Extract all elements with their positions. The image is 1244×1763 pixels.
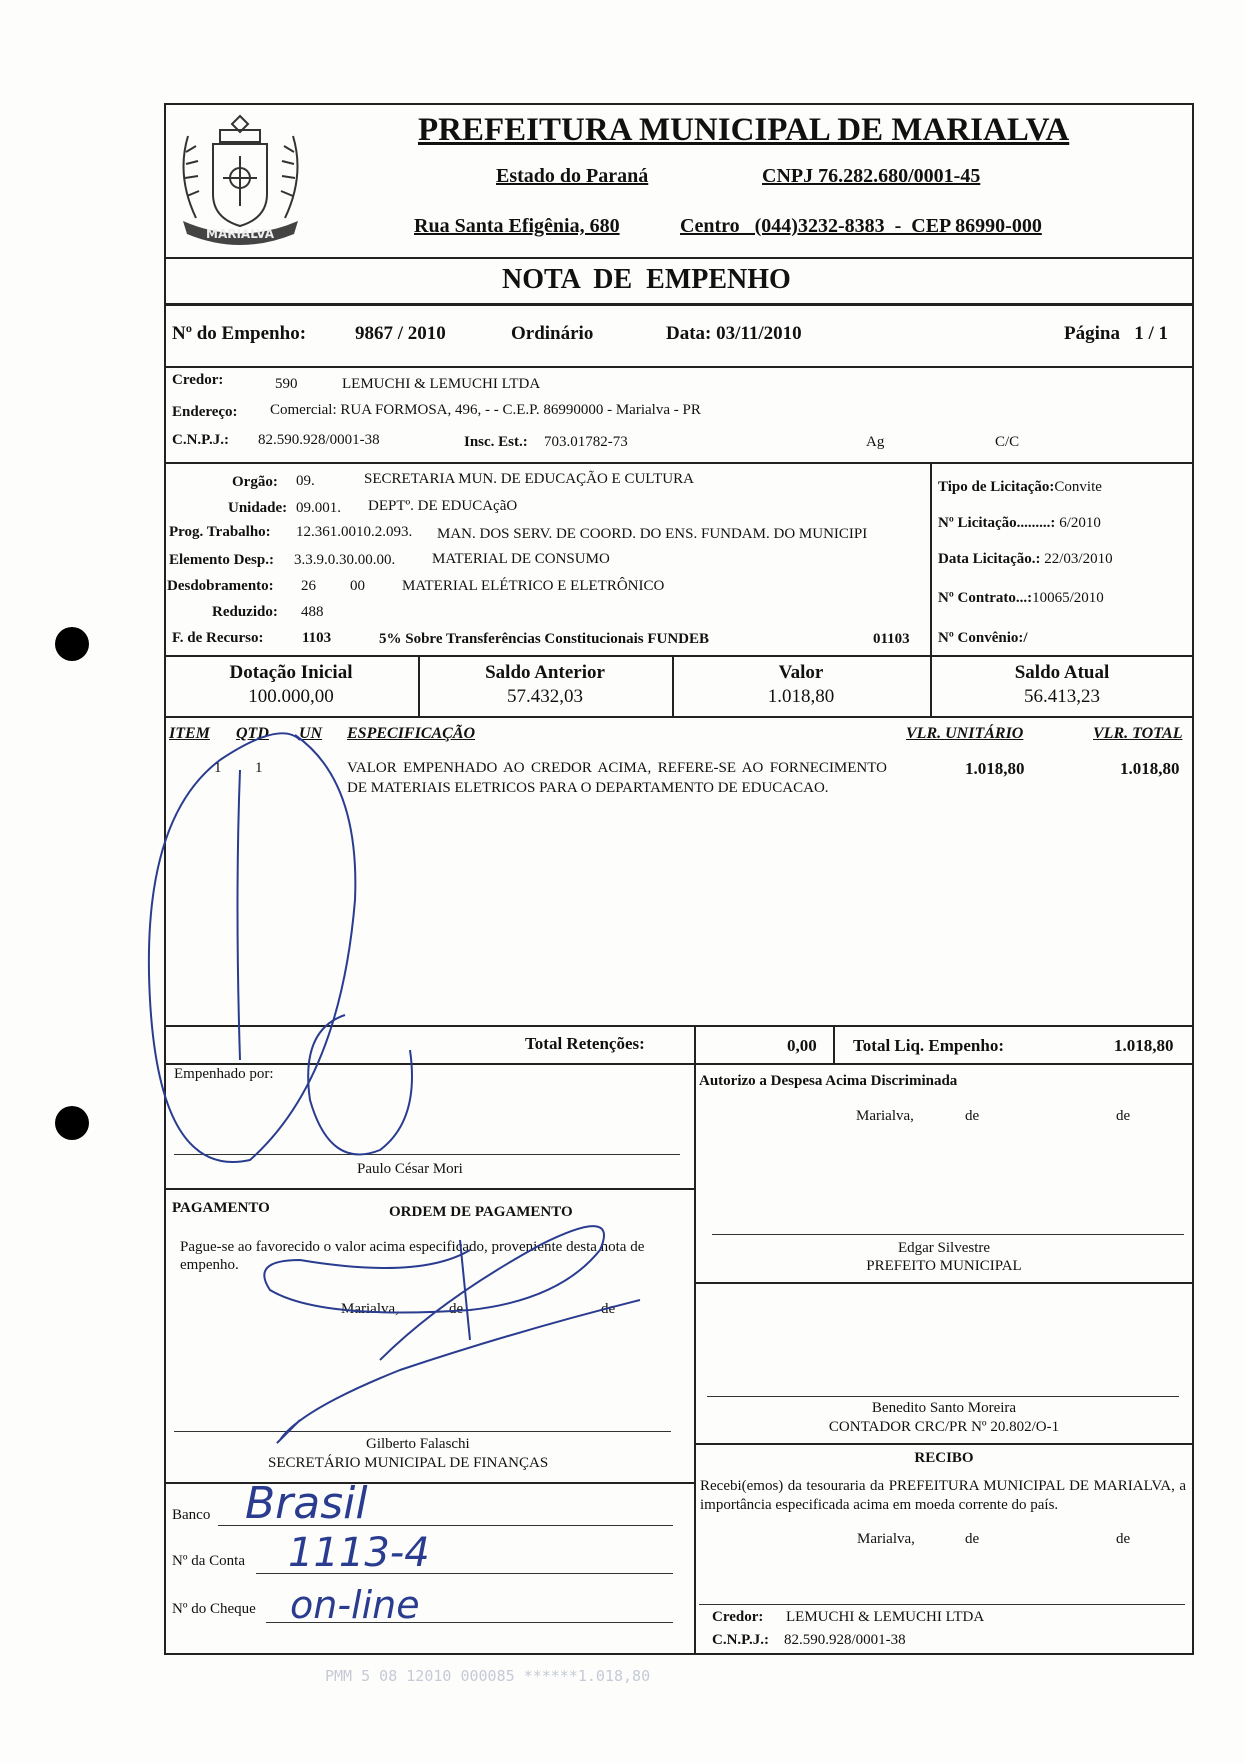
receiver-credor-label: Credor: — [712, 1609, 764, 1625]
prog-code: 12.361.0010.2.093. — [296, 524, 413, 540]
orgao-code: 09. — [296, 473, 315, 489]
credor-cnpj: 82.590.928/0001-38 — [258, 432, 380, 448]
saldo-atual-value: 56.413,23 — [1024, 686, 1100, 707]
empenhado-name: Paulo César Mori — [357, 1161, 463, 1177]
credor-label: Credor: — [172, 372, 224, 388]
reduzido-value: 488 — [301, 604, 324, 620]
col-item: ITEM — [169, 725, 210, 742]
col-qtd: QTD — [236, 725, 269, 742]
credor-name: LEMUCHI & LEMUCHI LTDA — [342, 376, 541, 392]
empenho-date: Data: 03/11/2010 — [666, 323, 802, 344]
municipality-cnpj: CNPJ 76.282.680/0001-45 — [762, 165, 981, 187]
recibo-text: Recebi(emos) da tesouraria da PREFEITURA MUNICIPAL DE MARIALVA, a importância especificada acima em moeda corrente do país. — [700, 1478, 1186, 1513]
pague-text: Pague-se ao favorecido o valor acima especificado, proveniente desta nota de empenho. — [180, 1239, 645, 1273]
bank-label: Banco — [172, 1507, 211, 1523]
unidade-code: 09.001. — [296, 500, 341, 516]
recurso-code: 1103 — [302, 630, 332, 646]
payment-de-2: de — [601, 1301, 616, 1317]
account-number-label: Nº da Conta — [172, 1553, 245, 1569]
prog-name: MAN. DOS SERV. DE COORD. DO ENS. FUNDAM. DO MUNICIPI — [437, 526, 868, 542]
empenhado-label: Empenhado por: — [174, 1066, 274, 1082]
retencoes-value: 0,00 — [787, 1036, 817, 1055]
municipality-address: Rua Santa Efigênia, 680 — [414, 215, 620, 237]
document-title: NOTA DE EMPENHO — [502, 264, 791, 295]
saldo-anterior-value: 57.432,03 — [507, 686, 583, 707]
retencoes-label: Total Retenções: — [525, 1034, 645, 1053]
pagamento-title: PAGAMENTO — [172, 1200, 270, 1216]
liquido-value: 1.018,80 — [1114, 1036, 1174, 1055]
dotacao-inicial-value: 100.000,00 — [248, 686, 334, 707]
orgao-name: SECRETARIA MUN. DE EDUCAÇÃO E CULTURA — [364, 471, 694, 487]
credor-address: Comercial: RUA FORMOSA, 496, - - C.E.P. 86990000 - Marialva - PR — [270, 402, 701, 418]
contract-value: 10065/2010 — [1032, 590, 1104, 606]
ordem-pagamento-title: ORDEM DE PAGAMENTO — [389, 1204, 573, 1220]
secretary-title: SECRETÁRIO MUNICIPAL DE FINANÇAS — [268, 1455, 549, 1471]
contract-label-text: Nº Contrato...: — [938, 590, 1033, 606]
payment-de-1: de — [449, 1301, 464, 1317]
licitacao-date-label-text: Data Licitação.: — [938, 551, 1041, 567]
receiver-cnpj-label: C.N.P.J.: — [712, 1632, 769, 1648]
desdobramento-code: 26 — [301, 578, 316, 594]
recurso-description: 5% Sobre Transferências Constitucionais FUNDEB — [379, 631, 710, 647]
reduzido-label: Reduzido: — [212, 604, 278, 620]
licitacao-number-label-text: Nº Licitação.........: — [938, 515, 1056, 531]
empenho-number: 9867 / 2010 — [355, 323, 446, 344]
unidade-label: Unidade: — [228, 500, 288, 516]
item-number: 1 — [214, 760, 222, 776]
mayor-title: PREFEITO MUNICIPAL — [866, 1258, 1022, 1274]
agency-label: Ag — [866, 434, 885, 450]
recurso-label: F. de Recurso: — [172, 630, 264, 646]
recibo-title: RECIBO — [914, 1450, 974, 1466]
elemento-name: MATERIAL DE CONSUMO — [432, 551, 610, 567]
address-label: Endereço: — [172, 404, 238, 420]
receiver-cnpj: 82.590.928/0001-38 — [784, 1632, 906, 1648]
handwritten-bank: Brasil — [245, 1478, 368, 1529]
accountant-title: CONTADOR CRC/PR Nº 20.802/O-1 — [828, 1419, 1060, 1435]
item-total-value: 1.018,80 — [1120, 759, 1180, 778]
liquido-label: Total Liq. Empenho: — [853, 1036, 1004, 1055]
convenio-label: Nº Convênio:/ — [938, 630, 1028, 646]
crest-banner-text: MARIALVA — [206, 227, 274, 241]
orgao-label: Orgão: — [232, 474, 278, 490]
autorizo-title: Autorizo a Despesa Acima Discriminada — [699, 1073, 958, 1089]
recurso-number: 01103 — [873, 631, 910, 647]
col-unit-value: VLR. UNITÁRIO — [906, 725, 1024, 742]
valor-label: Valor — [778, 662, 824, 683]
payment-stamp: PMM 5 08 12010 000085 ******1.018,80 — [325, 1667, 651, 1685]
licitacao-number-value: 6/2010 — [1059, 515, 1101, 531]
autorizo-de-1: de — [965, 1108, 980, 1124]
item-qty: 1 — [255, 760, 263, 776]
saldo-anterior-label: Saldo Anterior — [485, 662, 605, 683]
elemento-code: 3.3.9.0.30.00.00. — [294, 552, 396, 568]
elemento-label: Elemento Desp.: — [169, 552, 274, 568]
dotacao-inicial-label: Dotação Inicial — [229, 662, 353, 683]
accountant-name: Benedito Santo Moreira — [871, 1400, 1017, 1416]
credor-insc: 703.01782-73 — [544, 434, 628, 450]
desdobramento-sub: 00 — [350, 578, 365, 594]
col-spec: ESPECIFICAÇÃO — [347, 725, 476, 742]
desdobramento-label: Desdobramento: — [167, 578, 274, 594]
municipality-title: PREFEITURA MUNICIPAL DE MARIALVA — [418, 112, 1070, 148]
account-label: C/C — [995, 434, 1020, 450]
autorizo-de-2: de — [1116, 1108, 1131, 1124]
receiver-credor-name: LEMUCHI & LEMUCHI LTDA — [786, 1609, 985, 1625]
payment-city: Marialva, — [341, 1301, 399, 1317]
credor-code: 590 — [275, 376, 298, 392]
licitacao-type-label-text: Tipo de Licitação: — [938, 479, 1055, 495]
handwritten-account: 1113-4 — [288, 1530, 430, 1576]
prog-label: Prog. Trabalho: — [169, 524, 271, 540]
item-unit-value: 1.018,80 — [965, 759, 1025, 778]
handwritten-cheque: on-line — [290, 1583, 420, 1627]
state-name: Estado do Paraná — [496, 165, 649, 187]
recibo-city: Marialva, — [857, 1531, 915, 1547]
col-un: UN — [299, 725, 323, 742]
licitacao-date-value: 22/03/2010 — [1044, 551, 1113, 567]
valor-value: 1.018,80 — [767, 686, 835, 707]
unidade-name: DEPTº. DE EDUCAçãO — [368, 498, 518, 514]
saldo-atual-label: Saldo Atual — [1014, 662, 1110, 683]
autorizo-city: Marialva, — [856, 1108, 914, 1124]
page-number: Página 1 / 1 — [1064, 323, 1168, 344]
col-total-value: VLR. TOTAL — [1093, 725, 1183, 742]
municipality-contact: Centro (044)3232-8383 - CEP 86990-000 — [680, 215, 1042, 237]
mayor-name: Edgar Silvestre — [897, 1240, 991, 1256]
empenho-type: Ordinário — [511, 323, 594, 344]
insc-label: Insc. Est.: — [464, 434, 528, 450]
secretary-name: Gilberto Falaschi — [366, 1436, 470, 1452]
licitacao-type-value: Convite — [1054, 479, 1102, 495]
cnpj-label: C.N.P.J.: — [172, 432, 229, 448]
recibo-de-2: de — [1116, 1531, 1131, 1547]
empenho-number-label: Nº do Empenho: — [172, 323, 307, 344]
recibo-de-1: de — [965, 1531, 980, 1547]
desdobramento-name: MATERIAL ELÉTRICO E ELETRÔNICO — [402, 578, 665, 594]
item-specification: VALOR EMPENHADO AO CREDOR ACIMA, REFERE-SE AO FORNECIMENTO DE MATERIAIS ELETRICOS PARA O DEPARTAMENTO DE EDUCACAO. — [347, 760, 887, 796]
cheque-label: Nº do Cheque — [172, 1601, 256, 1617]
